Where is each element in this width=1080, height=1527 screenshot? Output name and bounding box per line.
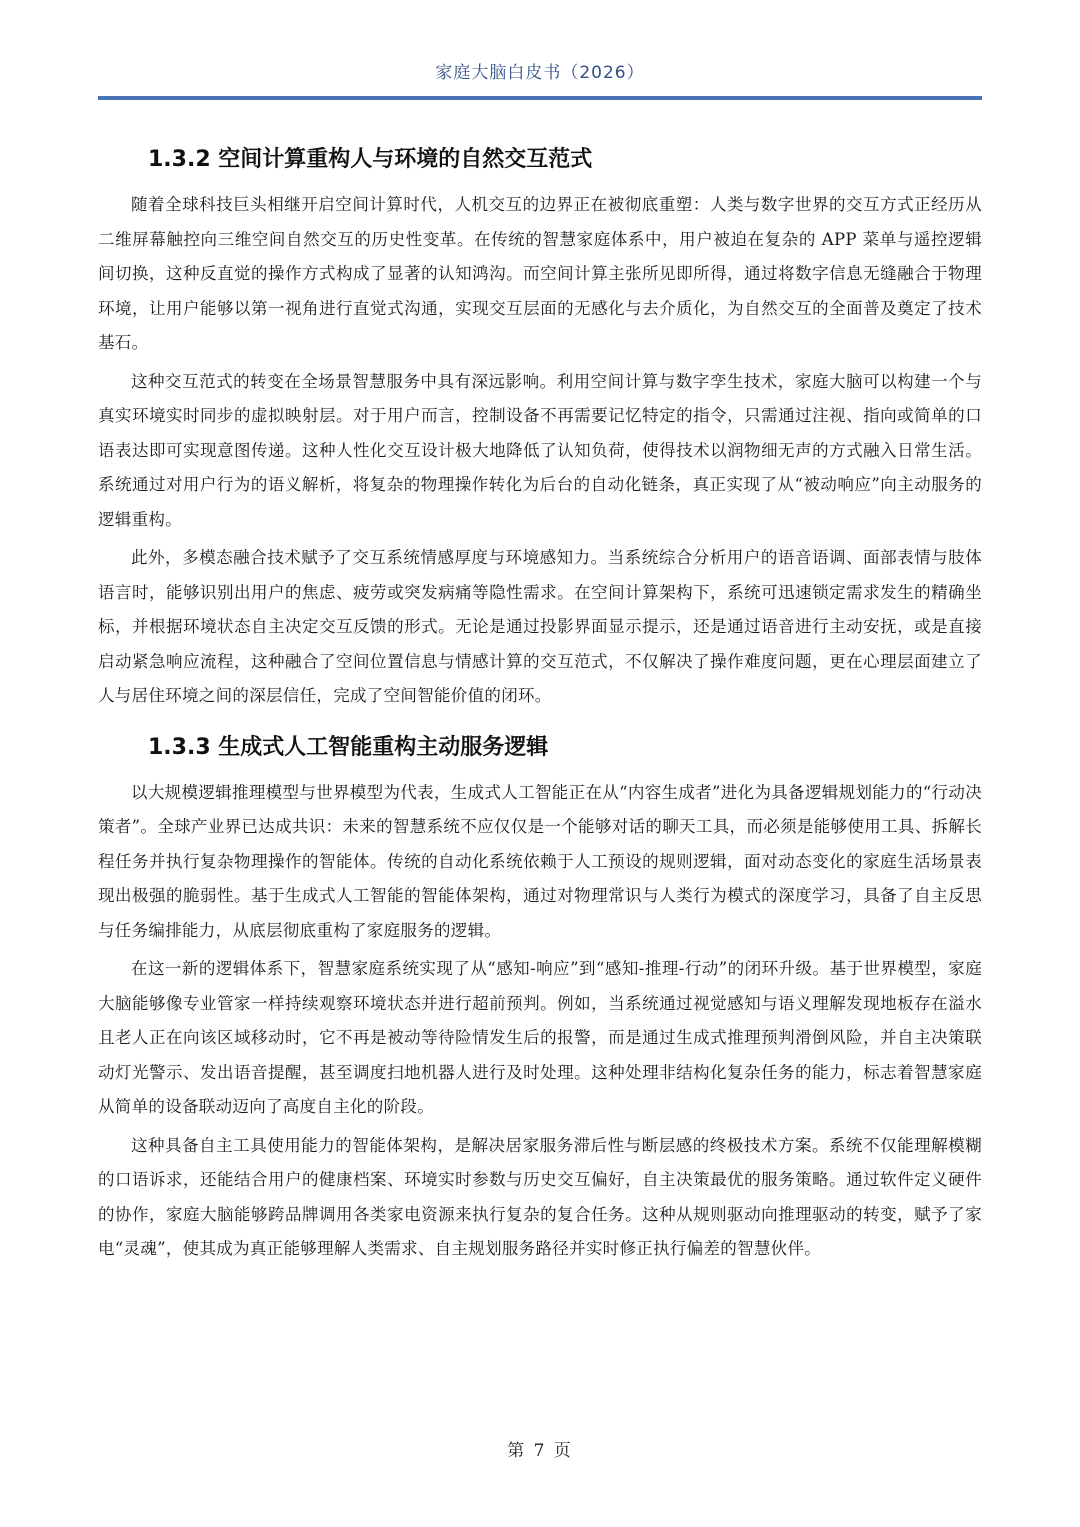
section-1-3-2 [98, 140, 982, 714]
header-divider [98, 96, 982, 100]
paragraph: 在这一新的逻辑体系下，智慧家庭系统实现了从“感知-响应”到“感知-推理-行动”的闭环升级。基于世界模型，家庭大脑能够像专业管家一样持续观察环境状态并进行超前预判。例如，当系统通过视觉感知与语义理解发现地板存在溢水且老人正在向该区域移动时，它不再是被动等待险情发生后的报警，而是通过生成式推理预判滑倒风险，并自主决策联动灯光警示、发出语音提醒，甚至调度扫地机器人进行及时处理。这种处理非结构化复杂任务的能力，标志着智慧家庭从简单的设备联动迈向了高度自主化的阶段。 [98, 959, 982, 1116]
section-heading: 1.3.2 空间计算重构人与环境的自然交互范式 [148, 147, 593, 172]
paragraph: 这种具备自主工具使用能力的智能体架构，是解决居家服务滞后性与断层感的终极技术方案。系统不仅能理解模糊的口语诉求，还能结合用户的健康档案、环境实时参数与历史交互偏好，自主决策最优的服务策略。通过软件定义硬件的协作，家庭大脑能够跨品牌调用各类家电资源来执行复杂的复合任务。这种从规则驱动向推理驱动的转变，赋予了家电“灵魂”，使其成为真正能够理解人类需求、自主规划服务路径并实时修正执行偏差的智慧伙伴。 [98, 1135, 982, 1258]
paragraph: 这种交互范式的转变在全场景智慧服务中具有深远影响。利用空间计算与数字孪生技术，家庭大脑可以构建一个与真实环境实时同步的虚拟映射层。对于用户而言，控制设备不再需要记忆特定的指令，只需通过注视、指向或简单的口语表达即可实现意图传递。这种人性化交互设计极大地降低了认知负荷，使得技术以润物细无声的方式融入日常生活。系统通过对用户行为的语义解析，将复杂的物理操作转化为后台的自动化链条，真正实现了从“被动响应”向主动服务的逻辑重构。 [98, 371, 982, 529]
paragraph: 此外，多模态融合技术赋予了交互系统情感厚度与环境感知力。当系统综合分析用户的语音语调、面部表情与肢体语言时，能够识别出用户的焦虑、疲劳或突发病痛等隐性需求。在空间计算架构下，系统可迅速锁定需求发生的精确坐标，并根据环境状态自主决定交互反馈的形式。无论是通过投影界面显示提示，还是通过语音进行主动安抚，或是直接启动紧急响应流程，这种融合了空间位置信息与情感计算的交互范式，不仅解决了操作难度问题，更在心理层面建立了人与居住环境之间的深层信任，完成了空间智能价值的闭环。 [98, 548, 982, 705]
section-heading: 1.3.3 生成式人工智能重构主动服务逻辑 [148, 734, 549, 760]
page-number: 第 7 页 [507, 1441, 573, 1461]
paragraph: 随着全球科技巨头相继开启空间计算时代，人机交互的边界正在被彻底重塑：人类与数字世界的交互方式正经历从二维屏幕触控向三维空间自然交互的历史性变革。在传统的智慧家庭体系中，用户被迫在复杂的 APP 菜单与遥控逻辑间切换，这种反直觉的操作方式构成了显著的认知鸿沟。而空间计算主张所见即所得，通过将数字信息无缝融合于物理环境，让用户能够以第一视角进行直觉式沟通，实现交互层面的无感化与去介质化，为自然交互的全面普及奠定了技术基石。 [98, 195, 982, 352]
paragraph: 以大规模逻辑推理模型与世界模型为代表，生成式人工智能正在从“内容生成者”进化为具备逻辑规划能力的“行动决策者”。全球产业界已达成共识：未来的智慧系统不应仅仅是一个能够对话的聊天工具，而必须是能够使用工具、拆解长程任务并执行复杂物理操作的智能体。传统的自动化系统依赖于人工预设的规则逻辑，面对动态变化的家庭生活场景表现出极强的脆弱性。基于生成式人工智能的智能体架构，通过对物理常识与人类行为模式的深度学习，具备了自主反思与任务编排能力，从底层彻底重构了家庭服务的逻辑。 [98, 782, 982, 940]
page-body [98, 140, 982, 1271]
document-header-title: 家庭大脑白皮书（2026） [435, 63, 645, 83]
section-1-3-3 [98, 728, 982, 1267]
